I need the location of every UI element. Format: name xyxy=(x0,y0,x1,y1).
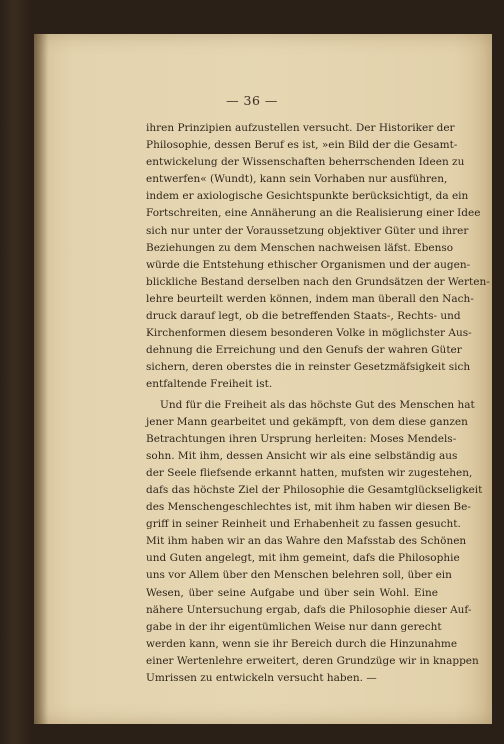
text-line: nähere Untersuchung ergab, dafs die Philosophie dieser Auf- xyxy=(146,603,472,616)
text-line: sich nur unter der Voraussetzung objektiver Güter und ihrer xyxy=(146,224,469,237)
text-line: Und für die Freiheit als das höchste Gut des Menschen hat xyxy=(160,398,475,411)
text-line: werden kann, wenn sie ihr Bereich durch die Hinzunahme xyxy=(146,637,458,650)
text-line: und Guten angelegt, mit ihm gemeint, dafs die Philosophie xyxy=(146,552,460,565)
text-line: indem er axiologische Gesichtspunkte berücksichtigt, da ein xyxy=(146,190,469,203)
text-line: jener Mann gearbeitet und gekämpft, von dem diese ganzen xyxy=(146,415,468,428)
text-line: entwerfen« (Wundt), kann sein Vorhaben nur ausführen, xyxy=(146,173,448,186)
text-line: Kirchenformen diesem besonderen Volke in möglichster Aus- xyxy=(146,327,472,340)
text-line: einer Wertenlehre erweitert, deren Grundzüge wir in knappen xyxy=(146,654,479,667)
page-number: — 36 — xyxy=(226,93,278,108)
gutter-shadow xyxy=(34,34,48,724)
text-line: des Menschengeschlechtes ist, mit ihm haben wir diesen Be- xyxy=(146,501,471,514)
text-line: blickliche Bestand derselben nach den Grundsätzen der Werten- xyxy=(146,275,490,288)
text-line: würde die Entstehung ethischer Organismen und der augen- xyxy=(146,258,471,271)
text-line: der Seele fliefsende erkannt hatten, mufsten wir zugestehen, xyxy=(146,466,473,479)
text-line: entfaltende Freiheit ist. xyxy=(146,378,273,391)
text-line: ihren Prinzipien aufzustellen versucht. Der Historiker der xyxy=(146,122,455,134)
text-line: gabe in der ihr eigentümlichen Weise nur dann gerecht xyxy=(146,620,442,633)
text-line: Philosophie, dessen Beruf es ist, »ein Bild der die Gesamt- xyxy=(146,139,458,152)
text-line: dafs das höchste Ziel der Philosophie die Gesamtglückseligkeit xyxy=(146,483,483,496)
text-line: dehnung die Erreichung und den Genufs der wahren Güter xyxy=(146,344,462,357)
text-line: sichern, deren oberstes die in reinster Gesetzmäfsigkeit sich xyxy=(146,361,471,374)
text-line: Fortschreiten, eine Annäherung an die Realisierung einer Idee xyxy=(146,207,481,220)
text-line: sohn. Mit ihm, dessen Ansicht wir als eine selbständig aus xyxy=(146,449,458,462)
paragraph-2 xyxy=(146,397,483,688)
text-line: entwickelung der Wissenschaften beherrschenden Ideen zu xyxy=(146,156,465,169)
text-line: Wesen, über seine Aufgabe und über sein Wohl. Eine xyxy=(146,586,438,599)
body-text xyxy=(146,120,490,687)
text-line: Beziehungen zu dem Menschen nachweisen läfst. Ebenso xyxy=(146,241,454,254)
text-line: uns vor Allem über den Menschen belehren soll, über ein xyxy=(146,569,452,582)
page-edge-shadow xyxy=(492,40,504,740)
text-line: griff in seiner Reinheit und Erhabenheit zu fassen gesucht. xyxy=(146,518,461,531)
text-line: lehre beurteilt werden können, indem man überall den Nach- xyxy=(146,292,474,305)
paragraph-1 xyxy=(146,120,490,394)
text-line: druck darauf legt, ob die betreffenden Staats-, Rechts- und xyxy=(146,310,461,323)
text-line: Umrissen zu entwickeln versucht haben. — xyxy=(146,672,377,684)
text-line: Betrachtungen ihren Ursprung herleiten: Moses Mendels- xyxy=(146,432,457,445)
text-line: Mit ihm haben wir an das Wahre den Mafsstab des Schönen xyxy=(146,535,467,548)
